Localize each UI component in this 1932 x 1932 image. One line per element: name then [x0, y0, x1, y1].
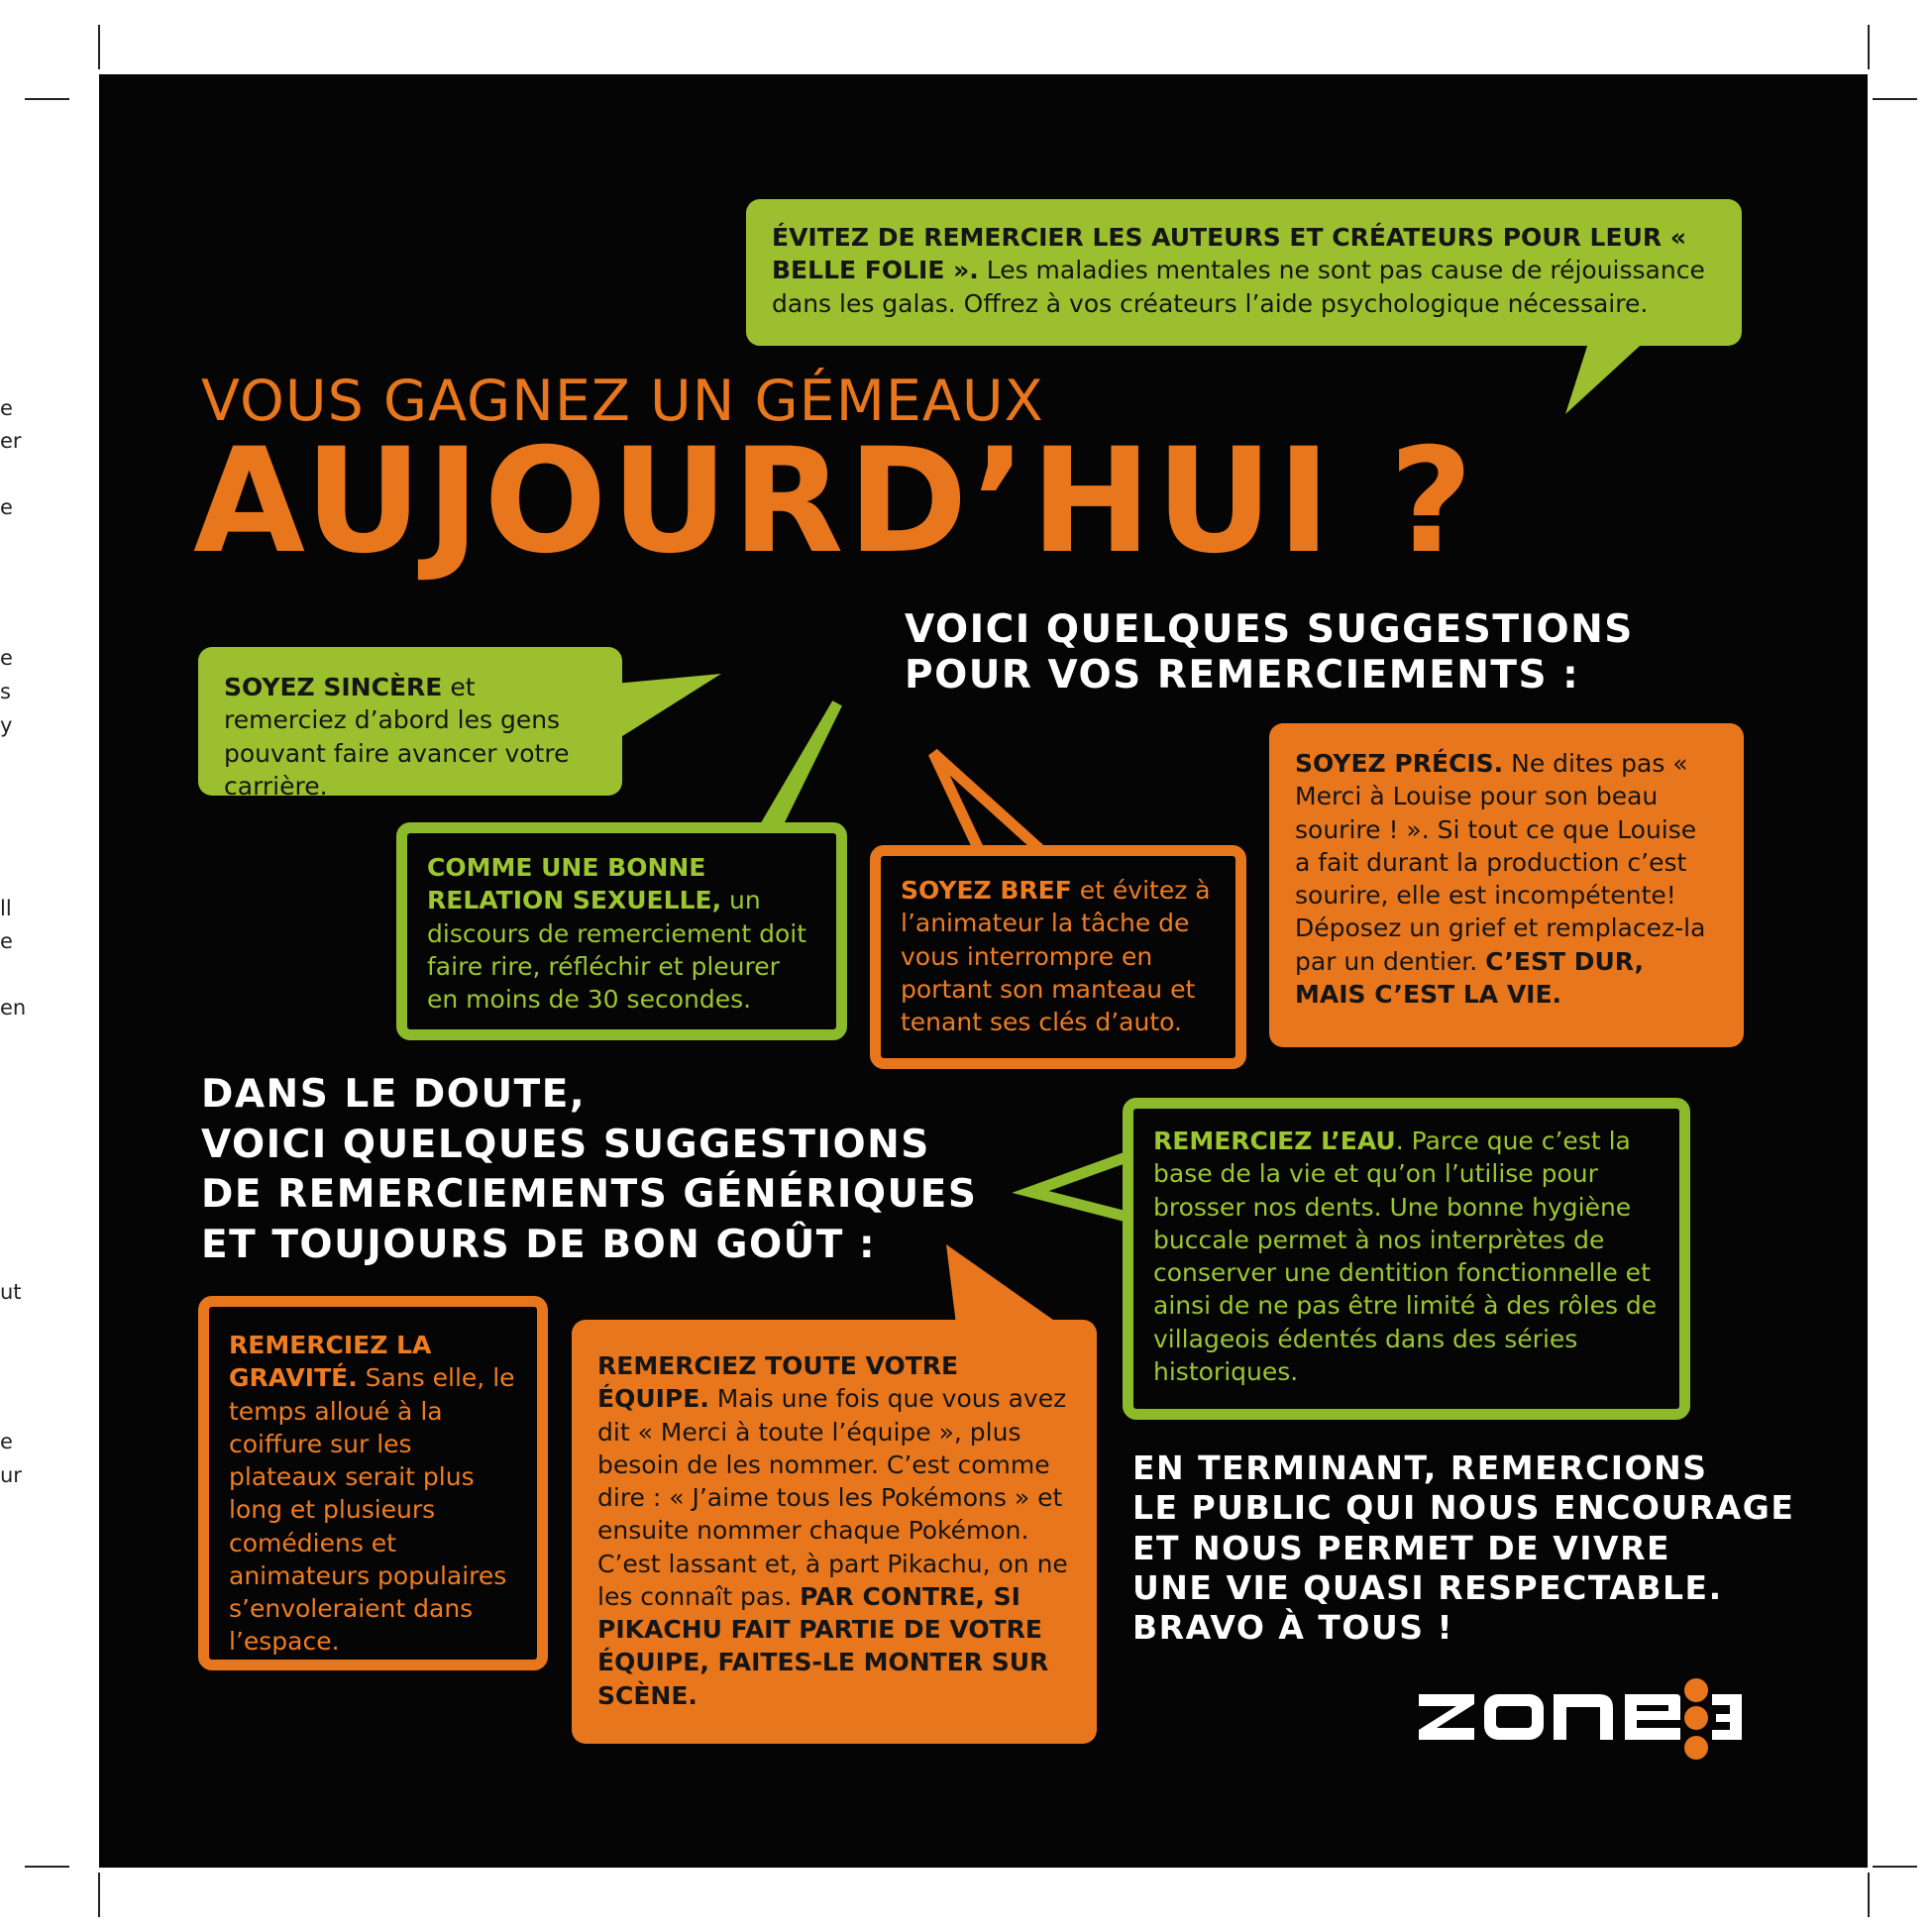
edge-fragment: y: [0, 713, 13, 737]
heading-line: DANS LE DOUTE,: [201, 1072, 587, 1117]
heading-suggestions: [905, 607, 1634, 698]
heading-closing: [1132, 1449, 1794, 1648]
page-title: AUJOURD’HUI ?: [193, 417, 1477, 586]
heading-line: UNE VIE QUASI RESPECTABLE.: [1132, 1567, 1723, 1607]
bubble-heading: REMERCIEZ L’EAU: [1153, 1127, 1396, 1155]
heading-line: VOICI QUELQUES SUGGESTIONS: [201, 1122, 930, 1167]
bubble-remerciez-eau: [1123, 1098, 1690, 1420]
bubble-soyez-precis: [1269, 723, 1744, 1047]
edge-fragment: ur: [0, 1463, 22, 1487]
heading-line: DE REMERCIEMENTS GÉNÉRIQUES: [201, 1172, 978, 1218]
bubble-heading: SOYEZ SINCÈRE: [224, 673, 443, 701]
bubble-closing: PAR CONTRE, SI PIKACHU FAIT PARTIE DE VOTRE ÉQUIPE, FAITES-LE MONTER SUR SCÈNE.: [597, 1581, 1049, 1710]
edge-fragment: s: [0, 680, 11, 703]
edge-fragment: e: [0, 929, 13, 953]
edge-fragment: er: [0, 429, 22, 453]
bubble-text: Mais une fois que vous avez dit « Merci à toute l’équipe », plus besoin de les nommer. C’est comme dire : « J’aime tous les Pokémons » et ensuite nommer chaque Pokémon. C’est lassant et, à part Pikachu, on ne les connaît pas.: [597, 1384, 1068, 1611]
heading-line: ET NOUS PERMET DE VIVRE: [1132, 1528, 1671, 1567]
bubble-text: Sans elle, le temps alloué à la coiffure sur les plateaux serait plus long et plusieurs comédiens et animateurs populaires s’envoleraient dans l’espace.: [229, 1363, 515, 1657]
heading-line: EN TERMINANT, REMERCIONS: [1132, 1449, 1708, 1487]
bubble-belle-folie: [746, 199, 1742, 346]
bubble-heading: ÉVITEZ DE REMERCIER LES AUTEURS ET CRÉATEURS POUR LEUR « BELLE FOLIE ».: [772, 223, 1686, 285]
bubble-heading: REMERCIEZ TOUTE VOTRE ÉQUIPE.: [597, 1351, 959, 1414]
zone3-logo: [1417, 1676, 1744, 1766]
edge-fragment: e: [0, 495, 13, 519]
bubble-text: et évitez à l’animateur la tâche de vous interrompre en portant son manteau et tenant ses clés d’auto.: [901, 876, 1211, 1036]
bubble-text: Les maladies mentales ne sont pas cause de réjouissance dans les galas. Offrez à vos créateurs l’aide psychologique nécessaire.: [772, 256, 1705, 318]
bubble-soyez-sincere: [198, 647, 622, 801]
heading-line: POUR VOS REMERCIEMENTS :: [905, 653, 1580, 698]
bubble-text: et remerciez d’abord les gens pouvant faire avancer votre carrière.: [224, 673, 570, 801]
heading-line: LE PUBLIC QUI NOUS ENCOURAGE: [1132, 1488, 1795, 1528]
bubble-text: Ne dites pas « Merci à Louise pour son beau sourire ! ». Si tout ce que Louise a fait durant la production c’est sourire, elle est incompétente! Déposez un grief et remplacez-la par un dentier.: [1295, 749, 1706, 976]
edge-fragment: ut: [0, 1280, 22, 1304]
bubble-heading: COMME UNE BONNE RELATION SEXUELLE,: [427, 853, 722, 915]
bubble-remerciez-equipe: [572, 1320, 1097, 1744]
heading-line: BRAVO À TOUS !: [1132, 1608, 1454, 1647]
bubble-heading: REMERCIEZ LA GRAVITÉ.: [229, 1331, 432, 1393]
bubble-remerciez-gravite: [198, 1296, 548, 1670]
edge-fragment: e: [0, 396, 13, 420]
edge-fragment: en: [0, 996, 27, 1020]
bubble-closing: C’EST DUR, MAIS C’EST LA VIE.: [1295, 946, 1645, 1009]
bubble-text: . Parce que c’est la base de la vie et qu’on l’utilise pour brosser nos dents. Une bonne hygiène buccale permet à nos interprètes de conserver une dentition fonctionnelle et ainsi de ne pas être limité à des rôles de villageois édentés dans des séries historiques.: [1153, 1127, 1658, 1386]
title-kicker: VOUS GAGNEZ UN GÉMEAUX: [201, 369, 1044, 434]
edge-fragment: e: [0, 1430, 13, 1453]
heading-doubt: [201, 1070, 977, 1271]
edge-fragment: ll: [0, 897, 12, 920]
heading-line: ET TOUJOURS DE BON GOÛT :: [201, 1223, 877, 1268]
bubble-heading: SOYEZ PRÉCIS.: [1295, 749, 1504, 778]
heading-line: VOICI QUELQUES SUGGESTIONS: [905, 607, 1634, 652]
bubble-relation: [396, 822, 847, 1040]
bubble-soyez-bref: [870, 845, 1246, 1069]
bubble-heading: SOYEZ BREF: [901, 876, 1072, 905]
edge-fragment: e: [0, 646, 13, 670]
bubble-text: un discours de remerciement doit faire rire, réfléchir et pleurer en moins de 30 secondes.: [427, 886, 807, 1014]
